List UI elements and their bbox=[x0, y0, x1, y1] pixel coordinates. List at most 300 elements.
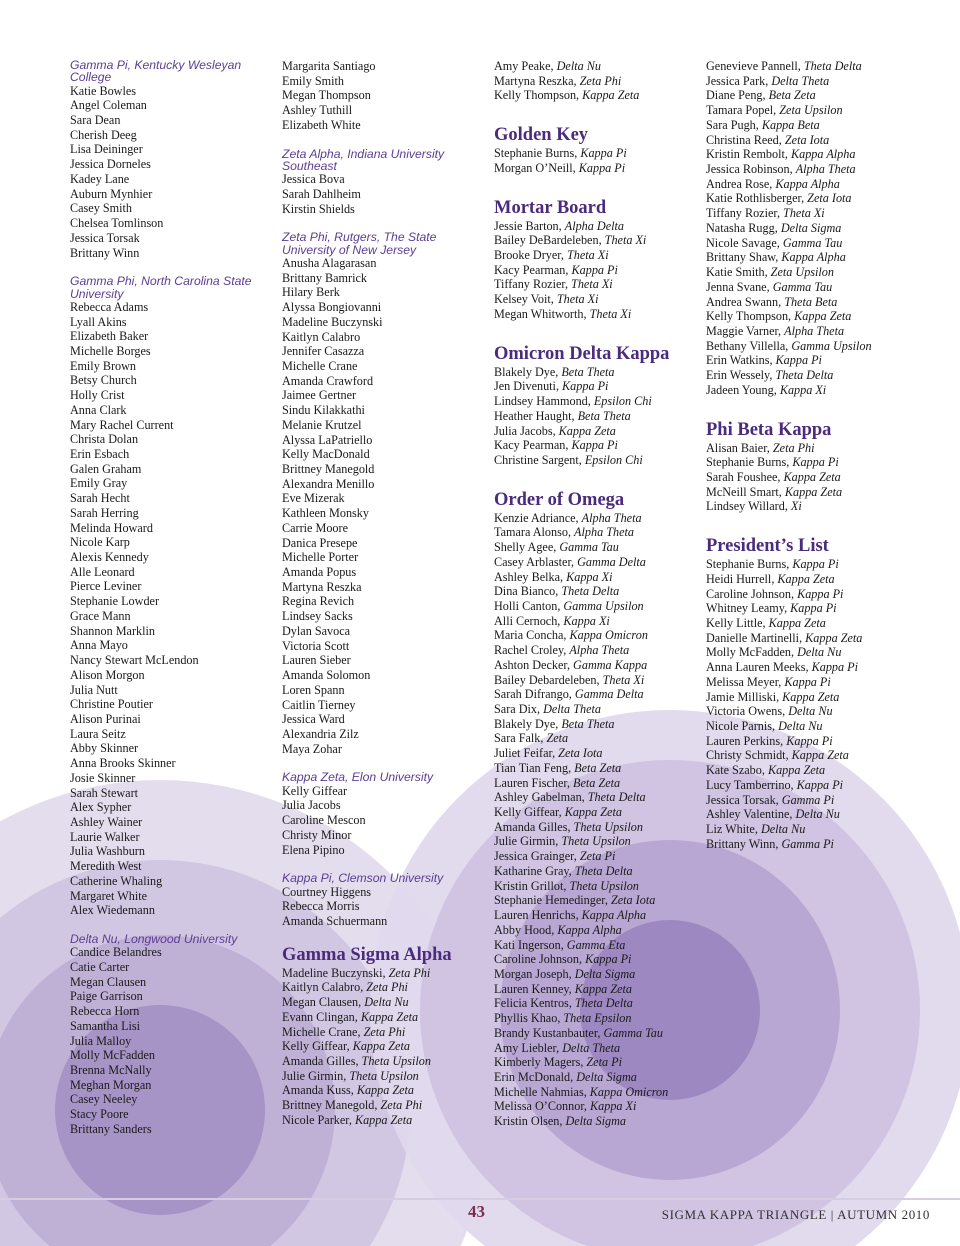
member-name: Ashley Wainer bbox=[70, 814, 143, 829]
chapter-heading: University bbox=[70, 286, 124, 301]
member-name: McNeill Smart bbox=[706, 484, 779, 499]
member-name: Julie Girmin bbox=[282, 1068, 344, 1083]
chapter-name: Zeta Pi bbox=[586, 1055, 622, 1070]
member-entry bbox=[706, 704, 921, 719]
member-name: Madeline Buczynski bbox=[282, 314, 383, 329]
member-name: Caroline Johnson bbox=[706, 586, 791, 601]
separator: , bbox=[573, 849, 580, 864]
chapter-name: Theta Xi bbox=[783, 206, 825, 221]
separator: , bbox=[777, 469, 784, 484]
member-name: Katie Rothlisberger bbox=[706, 191, 802, 206]
member-entry bbox=[494, 379, 699, 394]
member-entry bbox=[706, 147, 921, 162]
member-name: Sarah Stewart bbox=[70, 785, 139, 800]
member-name: Sarah Herring bbox=[70, 505, 139, 520]
separator: , bbox=[581, 790, 588, 805]
member-name: Morgan O’Neill bbox=[494, 160, 573, 175]
chapter-name: Kappa Zeta bbox=[558, 423, 616, 438]
chapter-name: Delta Sigma bbox=[780, 220, 842, 235]
member-entry bbox=[494, 146, 699, 161]
member-entry bbox=[706, 441, 921, 456]
member-name: Jamie Milliski bbox=[706, 689, 777, 704]
member-name: Kacy Pearman bbox=[494, 262, 566, 277]
member-name: Lindsey Willard bbox=[706, 499, 785, 514]
chapter-name: Kappa Xi bbox=[779, 382, 827, 397]
member-name: Margarita Santiago bbox=[282, 59, 376, 73]
chapter-name: Delta Nu bbox=[795, 807, 840, 822]
chapter-section bbox=[70, 275, 275, 918]
member-name: Christy Schmidt bbox=[706, 748, 786, 763]
member-name: Tamara Alonso bbox=[494, 525, 568, 540]
member-name: Kadey Lane bbox=[70, 171, 130, 186]
member-entry bbox=[494, 453, 699, 468]
member-name: Dylan Savoca bbox=[282, 623, 351, 638]
member-entry bbox=[494, 1099, 699, 1114]
member-name: Amanda Kuss bbox=[282, 1083, 351, 1098]
member-entry bbox=[706, 339, 921, 354]
member-entry bbox=[494, 248, 699, 263]
member-name: Kelly Thompson bbox=[494, 88, 577, 103]
member-entry bbox=[706, 837, 921, 852]
separator: , bbox=[596, 672, 603, 687]
member-name: Josie Skinner bbox=[70, 770, 136, 785]
member-name: Alyssa LaPatriello bbox=[282, 432, 373, 447]
member-name: Jessica Torsak bbox=[706, 792, 776, 807]
chapter-name: Beta Theta bbox=[577, 408, 631, 423]
member-name: Ashley Tuthill bbox=[282, 103, 353, 118]
member-name: Caroline Johnson bbox=[494, 952, 579, 967]
member-entry bbox=[494, 1011, 699, 1026]
member-name: Stephanie Burns bbox=[706, 557, 787, 572]
chapter-name: Theta Upsilon bbox=[349, 1068, 419, 1083]
member-entry bbox=[706, 59, 921, 74]
member-name: Bailey DeBardeleben bbox=[494, 233, 599, 248]
separator: , bbox=[769, 176, 776, 191]
member-name: Stacy Poore bbox=[70, 1107, 129, 1122]
separator: , bbox=[350, 1083, 357, 1098]
member-entry bbox=[494, 161, 699, 176]
chapter-name: Theta Delta bbox=[574, 996, 633, 1011]
member-name: Danielle Martinelli bbox=[706, 630, 800, 645]
member-entry bbox=[706, 470, 921, 485]
member-name: Victoria Owens bbox=[706, 704, 783, 719]
separator: , bbox=[555, 379, 563, 394]
member-entry bbox=[706, 499, 921, 514]
member-name: Evann Clingan bbox=[282, 1009, 355, 1024]
member-entry bbox=[494, 879, 699, 894]
separator: , bbox=[578, 452, 585, 467]
separator: , bbox=[343, 1068, 350, 1083]
separator: , bbox=[551, 922, 558, 937]
chapter-name: Kappa Pi bbox=[562, 379, 609, 394]
member-entry bbox=[494, 277, 699, 292]
member-name: Pierce Leviner bbox=[70, 579, 142, 594]
member-name: Katie Bowles bbox=[70, 83, 137, 98]
chapter-heading: Gamma Pi, Kentucky Wesleyan bbox=[70, 58, 242, 72]
member-name: Dina Bianco bbox=[494, 584, 556, 599]
member-entry bbox=[494, 996, 699, 1011]
member-name: Alexandria Zilz bbox=[282, 726, 359, 741]
member-entry bbox=[494, 1114, 699, 1129]
chapter-name: Kappa Zeta bbox=[767, 763, 826, 778]
member-name: Tian Tian Feng bbox=[494, 760, 569, 775]
member-name: Sindu Kilakkathi bbox=[282, 403, 365, 418]
member-name: Michelle Porter bbox=[282, 550, 359, 565]
separator: , bbox=[555, 364, 562, 379]
member-name: Sara Dix bbox=[494, 702, 537, 716]
member-entry bbox=[706, 133, 921, 148]
chapter-name: Kappa Zeta bbox=[791, 748, 849, 763]
member-name: Nicole Savage bbox=[706, 235, 777, 250]
separator: , bbox=[559, 1114, 566, 1129]
member-entry bbox=[494, 805, 699, 820]
column-3 bbox=[494, 59, 699, 1150]
chapter-name: Gamma Pi bbox=[781, 836, 834, 851]
chapter-name: Zeta Pi bbox=[579, 849, 616, 864]
member-entry bbox=[494, 908, 699, 923]
member-entry bbox=[494, 292, 699, 307]
member-name: Nancy Stewart McLendon bbox=[70, 653, 199, 668]
member-entry bbox=[706, 265, 921, 280]
separator: , bbox=[557, 1011, 564, 1026]
member-name: Felicia Kentros bbox=[494, 996, 569, 1011]
member-name: Alex Wiedemann bbox=[70, 903, 155, 918]
separator: , bbox=[555, 584, 562, 599]
separator: , bbox=[773, 103, 780, 118]
member-entry bbox=[494, 1085, 699, 1100]
chapter-name: Kappa Zeta bbox=[352, 1039, 410, 1054]
member-name: Chelsea Tomlinson bbox=[70, 216, 164, 231]
chapter-name: Kappa Zeta bbox=[784, 484, 843, 499]
member-name: Meghan Morgan bbox=[70, 1077, 152, 1092]
separator: , bbox=[346, 1039, 353, 1054]
separator: , bbox=[348, 1112, 355, 1127]
separator: , bbox=[597, 1025, 604, 1040]
member-name: Mary Rachel Current bbox=[70, 417, 174, 432]
separator: , bbox=[567, 525, 575, 540]
separator: , bbox=[571, 554, 578, 569]
chapter-name: Gamma Delta bbox=[577, 554, 646, 569]
chapter-name: Alpha Theta bbox=[784, 323, 845, 338]
chapter-name: Delta Sigma bbox=[565, 1114, 627, 1129]
chapter-name: Theta Epsilon bbox=[563, 1011, 632, 1026]
chapter-name: Zeta Phi bbox=[772, 440, 815, 455]
separator: , bbox=[572, 160, 579, 175]
separator: , bbox=[563, 643, 570, 658]
separator: , bbox=[788, 309, 795, 324]
member-entry bbox=[706, 236, 921, 251]
separator: , bbox=[789, 162, 796, 177]
member-name: Galen Graham bbox=[70, 461, 142, 476]
chapter-heading: College bbox=[70, 70, 112, 85]
member-name: Cherish Deeg bbox=[70, 127, 137, 142]
member-entry bbox=[494, 307, 699, 322]
honor-society-title: Golden Key bbox=[494, 125, 589, 146]
member-entry bbox=[706, 191, 921, 206]
separator: , bbox=[762, 616, 769, 630]
member-entry bbox=[494, 424, 699, 439]
separator: , bbox=[790, 586, 798, 601]
member-name: Genevieve Pannell bbox=[706, 59, 798, 73]
chapter-name: Gamma Tau bbox=[782, 235, 843, 250]
member-name: Alli Cernoch bbox=[494, 613, 558, 628]
member-name: Jessica Torsak bbox=[70, 230, 140, 245]
chapter-name: Kappa Xi bbox=[590, 1099, 637, 1114]
member-name: Alex Sypher bbox=[70, 800, 132, 815]
member-name: Tiffany Rozier bbox=[706, 206, 777, 221]
member-entry bbox=[494, 570, 699, 585]
chapter-name: Theta Beta bbox=[784, 294, 838, 309]
separator: , bbox=[786, 557, 793, 572]
member-name: Rebecca Horn bbox=[70, 1004, 140, 1019]
separator: , bbox=[580, 1055, 587, 1070]
member-name: Angel Coleman bbox=[70, 98, 147, 113]
member-name: Ashley Valentine bbox=[706, 807, 790, 822]
separator: , bbox=[575, 908, 582, 923]
member-name: Shelly Agee bbox=[494, 540, 554, 555]
honor-society-title: Gamma Sigma Alpha bbox=[282, 944, 452, 965]
separator: , bbox=[785, 338, 792, 353]
member-entry bbox=[706, 353, 921, 368]
member-name: Brooke Dryer bbox=[494, 248, 561, 263]
separator: , bbox=[573, 73, 580, 88]
member-name: Auburn Mynhier bbox=[70, 186, 153, 201]
member-entry bbox=[282, 1069, 487, 1084]
member-name: Jennifer Casazza bbox=[282, 344, 365, 359]
member-name: Kate Szabo bbox=[706, 763, 762, 778]
separator: , bbox=[801, 191, 808, 206]
member-name: Amy Liebler bbox=[494, 1040, 557, 1055]
member-entry bbox=[494, 88, 699, 103]
chapter-name: Zeta Iota bbox=[610, 893, 656, 908]
member-name: Victoria Scott bbox=[282, 638, 350, 653]
chapter-section bbox=[282, 231, 487, 756]
separator: , bbox=[778, 323, 785, 338]
member-name: Emily Brown bbox=[70, 358, 137, 373]
chapter-name: Delta Theta bbox=[771, 73, 830, 88]
member-entry bbox=[494, 59, 699, 74]
member-name: Rachel Croley bbox=[494, 643, 564, 658]
member-name: Alexis Kennedy bbox=[70, 550, 149, 565]
member-entry bbox=[494, 511, 699, 526]
chapter-name: Beta Zeta bbox=[768, 88, 816, 103]
member-name: Jessica Ward bbox=[282, 712, 345, 727]
chapter-name: Kappa Zeta bbox=[794, 309, 852, 324]
chapter-name: Theta Xi bbox=[566, 248, 609, 263]
member-name: Amanda Solomon bbox=[282, 668, 371, 683]
member-entry bbox=[494, 263, 699, 278]
member-entry bbox=[706, 221, 921, 236]
separator: , bbox=[775, 836, 782, 851]
member-name: Erin Watkins bbox=[706, 353, 770, 368]
member-name: Ashley Gabelman bbox=[494, 790, 582, 805]
member-name: Kelly Thompson bbox=[706, 309, 789, 324]
separator: , bbox=[566, 775, 574, 790]
chapter-heading: Gamma Phi, North Carolina State bbox=[70, 274, 252, 289]
member-name: Jen Divenuti bbox=[494, 379, 556, 394]
member-name: Sarah Difrango bbox=[494, 687, 569, 702]
separator: , bbox=[568, 863, 575, 878]
chapter-name: Zeta Iota bbox=[784, 132, 830, 147]
separator: , bbox=[583, 1099, 590, 1114]
member-entry bbox=[494, 717, 699, 732]
honor-section bbox=[706, 419, 921, 515]
separator: , bbox=[587, 394, 594, 409]
separator: , bbox=[563, 878, 570, 893]
separator: , bbox=[557, 613, 564, 628]
separator: , bbox=[775, 250, 782, 265]
member-name: Emily Smith bbox=[282, 73, 344, 88]
separator: , bbox=[557, 598, 564, 613]
chapter-name: Zeta Phi bbox=[388, 965, 431, 980]
member-entry bbox=[494, 731, 699, 746]
member-name: Anna Mayo bbox=[70, 638, 128, 653]
chapter-name: Theta Delta bbox=[561, 584, 620, 599]
member-name: Ashley Belka bbox=[494, 569, 561, 584]
member-name: Anna Clark bbox=[70, 402, 127, 417]
separator: , bbox=[775, 792, 782, 807]
member-name: Liz White bbox=[706, 822, 755, 837]
member-entry bbox=[494, 673, 699, 688]
member-entry bbox=[706, 645, 921, 660]
member-name: Anna Brooks Skinner bbox=[70, 756, 176, 771]
member-entry bbox=[494, 1055, 699, 1070]
member-name: Kaitlyn Calabro bbox=[282, 329, 361, 344]
separator: , bbox=[790, 777, 797, 792]
member-name: Lauren Kenney bbox=[494, 981, 569, 996]
chapter-name: Delta Nu bbox=[788, 704, 833, 719]
honor-section bbox=[494, 343, 699, 468]
chapter-name: Kappa Alpha bbox=[557, 922, 622, 937]
footer-rule bbox=[0, 1198, 960, 1200]
member-name: Heather Haught bbox=[494, 408, 572, 423]
chapter-name: Alpha Theta bbox=[581, 510, 642, 525]
member-name: Elizabeth White bbox=[282, 117, 361, 132]
member-name: Christa Dolan bbox=[70, 432, 139, 447]
member-entry bbox=[494, 967, 699, 982]
member-name: Natasha Rugg bbox=[706, 220, 775, 235]
separator: , bbox=[374, 1098, 381, 1113]
member-entry bbox=[494, 74, 699, 89]
separator: , bbox=[785, 748, 792, 763]
member-name: Morgan Joseph bbox=[494, 966, 569, 981]
member-name: Amy Peake bbox=[494, 59, 551, 73]
separator: , bbox=[766, 440, 773, 455]
member-name: Tamara Popel bbox=[706, 103, 774, 118]
member-entry bbox=[494, 628, 699, 643]
separator: , bbox=[778, 132, 785, 147]
member-name: Alison Morgon bbox=[70, 667, 145, 682]
separator: , bbox=[780, 733, 787, 748]
member-name: Brittany Winn bbox=[706, 836, 776, 851]
member-name: Regina Revich bbox=[282, 594, 355, 609]
chapter-name: Beta Zeta bbox=[573, 775, 621, 790]
chapter-name: Gamma Eta bbox=[566, 937, 626, 952]
separator: , bbox=[576, 88, 583, 103]
chapter-name: Kappa Pi bbox=[571, 262, 618, 277]
separator: , bbox=[355, 1054, 362, 1069]
member-name: Sara Pugh bbox=[706, 117, 756, 132]
member-name: Casey Arblaster bbox=[494, 554, 572, 569]
member-name: Katharine Gray bbox=[494, 863, 569, 878]
chapter-name: Kappa Pi bbox=[578, 160, 626, 175]
member-name: Brittney Manegold bbox=[282, 462, 375, 476]
member-name: Alison Purinai bbox=[70, 711, 141, 726]
member-entry bbox=[494, 893, 699, 908]
chapter-name: Theta Upsilon bbox=[361, 1054, 431, 1069]
member-name: Michelle Borges bbox=[70, 343, 151, 358]
member-name: Jadeen Young bbox=[706, 382, 774, 397]
member-entry bbox=[706, 280, 921, 295]
member-name: Stephanie Lowder bbox=[70, 594, 160, 609]
chapter-name: Kappa Pi bbox=[784, 674, 831, 689]
member-entry bbox=[494, 525, 699, 540]
chapter-name: Theta Delta bbox=[574, 863, 633, 878]
member-entry bbox=[706, 690, 921, 705]
member-name: Christine Poutier bbox=[70, 697, 153, 712]
member-entry bbox=[706, 807, 921, 822]
member-name: Maya Zohar bbox=[282, 741, 342, 756]
member-name: Anusha Alagarasan bbox=[282, 255, 377, 270]
member-name: Abby Skinner bbox=[70, 741, 139, 756]
member-name: Amanda Popus bbox=[282, 565, 357, 580]
member-name: Stephanie Burns bbox=[706, 455, 787, 470]
member-name: Lauren Perkins bbox=[706, 733, 781, 748]
member-name: Bailey Debardeleben bbox=[494, 672, 597, 687]
member-name: Erin Wessely bbox=[706, 368, 770, 383]
chapter-name: Theta Xi bbox=[602, 672, 645, 687]
member-entry bbox=[282, 1010, 487, 1025]
member-name: Lauren Fischer bbox=[494, 775, 567, 790]
chapter-name: Kappa Alpha bbox=[790, 147, 856, 162]
chapter-name: Delta Nu bbox=[797, 645, 842, 660]
separator: , bbox=[560, 569, 567, 584]
separator: , bbox=[354, 1009, 361, 1024]
member-entry bbox=[494, 233, 699, 248]
separator: , bbox=[799, 630, 806, 645]
member-entry bbox=[494, 761, 699, 776]
separator: , bbox=[773, 382, 780, 397]
chapter-section bbox=[282, 771, 487, 857]
member-name: Amanda Schuermann bbox=[282, 914, 388, 928]
member-name: Caroline Mescon bbox=[282, 813, 366, 828]
member-entry bbox=[706, 793, 921, 808]
member-entry bbox=[494, 394, 699, 409]
chapter-name: Delta Sigma bbox=[576, 1069, 637, 1084]
separator: , bbox=[536, 702, 544, 716]
chapter-heading: Zeta Alpha, Indiana University bbox=[282, 146, 445, 161]
member-entry bbox=[282, 1113, 487, 1128]
member-entry bbox=[494, 365, 699, 380]
member-name: Elizabeth Baker bbox=[70, 329, 149, 344]
member-name: Madeline Buczynski bbox=[282, 965, 383, 980]
member-name: Kelly Little bbox=[706, 616, 763, 630]
member-entry bbox=[494, 849, 699, 864]
member-name: Alle Leonard bbox=[70, 564, 135, 579]
member-entry bbox=[494, 584, 699, 599]
member-name: Jessica Robinson bbox=[706, 162, 790, 177]
separator: , bbox=[604, 893, 611, 908]
chapter-name: Epsilon Chi bbox=[584, 452, 643, 467]
chapter-name: Delta Nu bbox=[364, 995, 409, 1010]
member-name: Casey Smith bbox=[70, 201, 132, 216]
member-name: Andrea Swann bbox=[706, 294, 779, 309]
member-name: Loren Spann bbox=[282, 682, 345, 697]
chapter-name: Kappa Alpha bbox=[781, 250, 846, 265]
member-entry bbox=[706, 601, 921, 616]
chapter-name: Kappa Pi bbox=[796, 777, 844, 792]
member-name: Diane Peng bbox=[706, 88, 763, 103]
